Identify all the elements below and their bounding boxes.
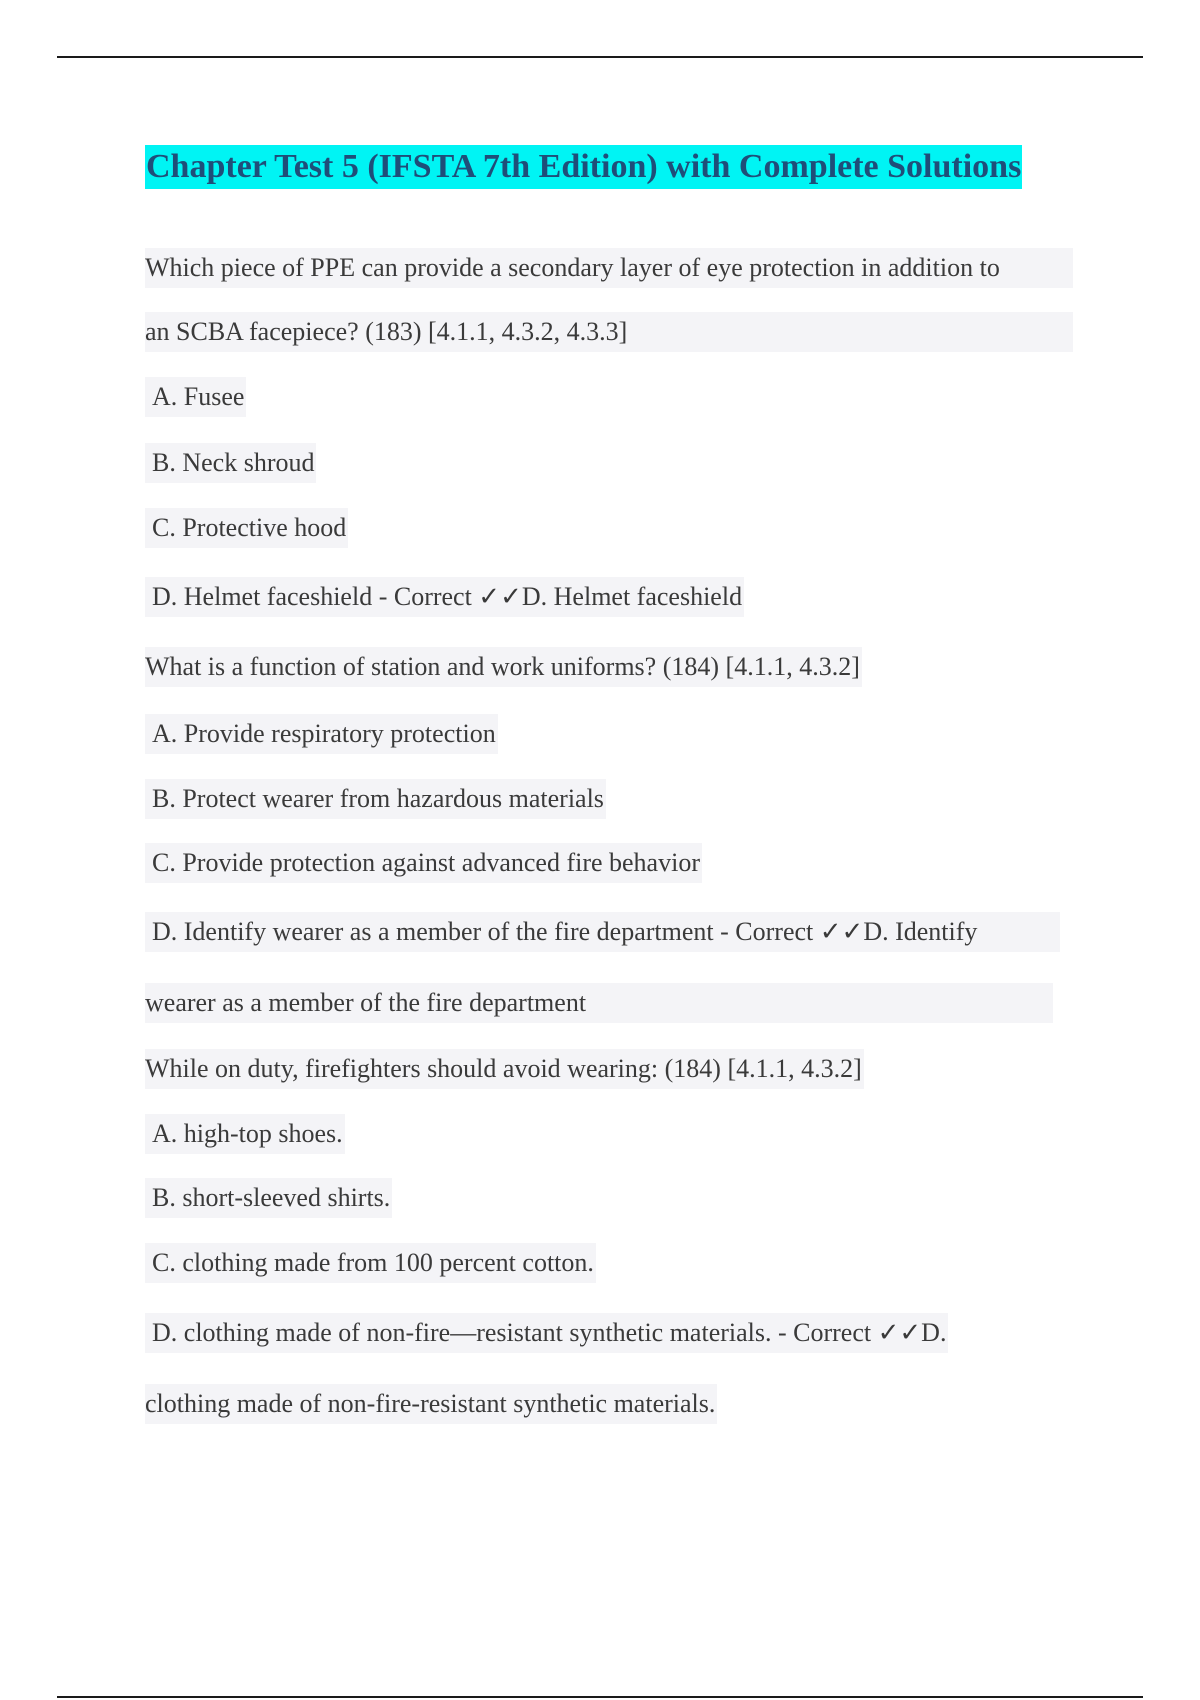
question-1-option-a: A. Fusee xyxy=(145,377,246,417)
question-3-option-a: A. high-top shoes. xyxy=(145,1114,345,1154)
question-1-line-1: Which piece of PPE can provide a secondary layer of eye protection in addition to xyxy=(145,248,1073,288)
question-1-option-b: B. Neck shroud xyxy=(145,443,316,483)
question-3-option-b: B. short-sleeved shirts. xyxy=(145,1178,392,1218)
bottom-rule xyxy=(57,1696,1143,1698)
question-2-option-d-answer: D. Identify wearer as a member of the fire department - Correct ✓✓D. Identify xyxy=(145,912,1060,952)
question-2-answer-continuation: wearer as a member of the fire department xyxy=(145,983,1053,1023)
question-1-line-2: an SCBA facepiece? (183) [4.1.1, 4.3.2, 4.3.3] xyxy=(145,312,1073,352)
question-1-option-d-answer: D. Helmet faceshield - Correct ✓✓D. Helmet faceshield xyxy=(145,577,744,617)
question-2-option-b: B. Protect wearer from hazardous materials xyxy=(145,779,606,819)
question-1-option-c: C. Protective hood xyxy=(145,508,348,548)
document-title: Chapter Test 5 (IFSTA 7th Edition) with Complete Solutions xyxy=(145,145,1022,189)
question-3-answer-continuation: clothing made of non-fire-resistant synthetic materials. xyxy=(145,1384,717,1424)
question-2-option-a: A. Provide respiratory protection xyxy=(145,714,498,754)
top-rule xyxy=(57,56,1143,58)
question-3-line-1: While on duty, firefighters should avoid wearing: (184) [4.1.1, 4.3.2] xyxy=(145,1049,864,1089)
question-2-option-c: C. Provide protection against advanced fire behavior xyxy=(145,843,702,883)
question-2-line-1: What is a function of station and work uniforms? (184) [4.1.1, 4.3.2] xyxy=(145,647,862,687)
question-3-option-d-answer: D. clothing made of non-fire—resistant synthetic materials. - Correct ✓✓D. xyxy=(145,1313,948,1353)
question-3-option-c: C. clothing made from 100 percent cotton. xyxy=(145,1243,596,1283)
